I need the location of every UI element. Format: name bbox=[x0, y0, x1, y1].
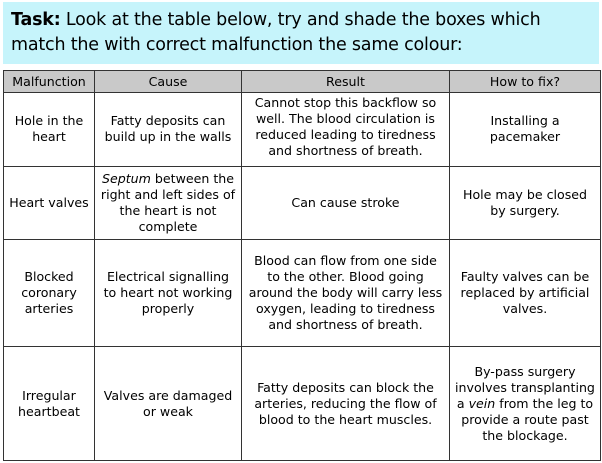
cell-cause[interactable]: Fatty deposits can build up in the walls bbox=[95, 93, 242, 167]
cell-result[interactable]: Blood can flow from one side to the other. Blood going around the body will carry less oxygen, leading to tiredness and shortness of breath. bbox=[242, 240, 450, 347]
cell-how-to-fix[interactable]: Faulty valves can be replaced by artificial valves. bbox=[450, 240, 601, 347]
header-malfunction: Malfunction bbox=[4, 71, 95, 93]
header-how-to-fix: How to fix? bbox=[450, 71, 601, 93]
cell-result[interactable]: Fatty deposits can block the arteries, reducing the flow of blood to the heart muscles. bbox=[242, 347, 450, 461]
cell-result[interactable]: Can cause stroke bbox=[242, 166, 450, 240]
cell-cause[interactable]: Valves are damaged or weak bbox=[95, 347, 242, 461]
task-instructions bbox=[3, 2, 599, 64]
cell-how-to-fix[interactable]: Hole may be closed by surgery. bbox=[450, 166, 601, 240]
cell-cause[interactable] bbox=[95, 166, 242, 240]
cell-malfunction[interactable]: Irregular heartbeat bbox=[4, 347, 95, 461]
cell-malfunction[interactable]: Blocked coronary arteries bbox=[4, 240, 95, 347]
fix-text-before: By-pass surgery involves transplanting a bbox=[455, 363, 595, 411]
cell-malfunction[interactable]: Heart valves bbox=[4, 166, 95, 240]
task-text: Look at the table below, try and shade the boxes which match the with correct malfunction the same colour: bbox=[11, 10, 541, 55]
cause-text: between the right and left sides of the heart is not complete bbox=[100, 171, 236, 234]
table-row bbox=[4, 93, 601, 167]
fix-emphasis: vein bbox=[468, 395, 496, 411]
task-label: Task: bbox=[11, 10, 61, 30]
cell-cause[interactable]: Electrical signalling to heart not working properly bbox=[95, 240, 242, 347]
header-result: Result bbox=[242, 71, 450, 93]
table-row bbox=[4, 347, 601, 461]
cause-emphasis: Septum bbox=[101, 171, 151, 186]
cell-malfunction[interactable]: Hole in the heart bbox=[4, 93, 95, 167]
header-row bbox=[4, 71, 601, 93]
fix-text-after: from the leg to provide a route past the blockage. bbox=[461, 395, 594, 443]
malfunction-table bbox=[3, 70, 601, 461]
header-cause: Cause bbox=[95, 71, 242, 93]
cell-how-to-fix[interactable]: Installing a pacemaker bbox=[450, 93, 601, 167]
table-row bbox=[4, 240, 601, 347]
cell-result[interactable]: Cannot stop this backflow so well. The blood circulation is reduced leading to tiredness and shortness of breath. bbox=[242, 93, 450, 167]
cell-how-to-fix[interactable] bbox=[450, 347, 601, 461]
table-row bbox=[4, 166, 601, 240]
